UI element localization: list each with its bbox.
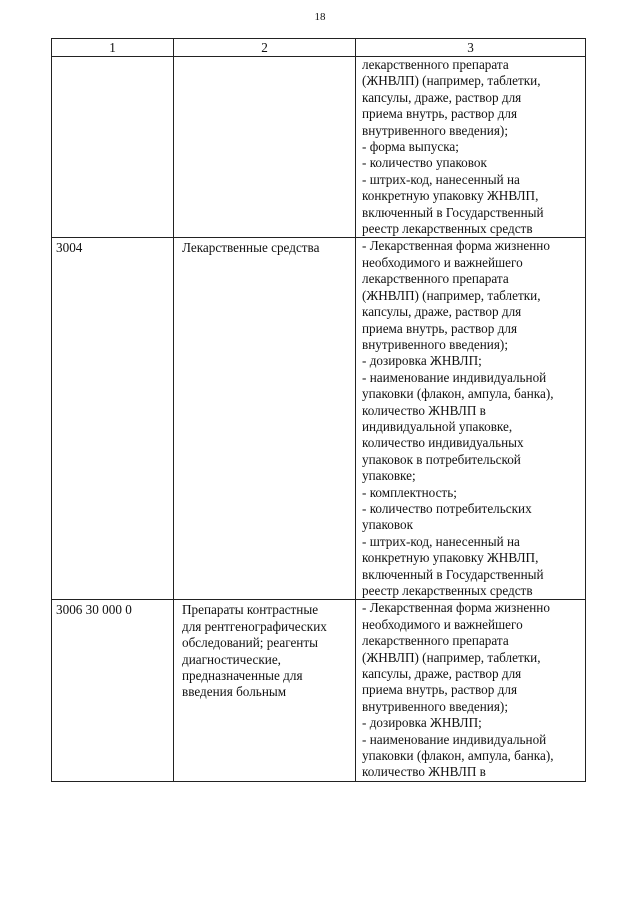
description-line: включенный в Государственный [362,566,544,582]
description-line: капсулы, драже, раствор для [362,304,522,320]
name-line: обследований; реагенты [182,635,318,651]
description-line: лекарственного препарата [362,57,509,72]
description-line: реестр лекарственных средств [362,583,533,598]
description-line: (ЖНВЛП) (например, таблетки, [362,287,541,303]
description-line: необходимого и важнейшего [362,616,523,632]
cell-code: 3006 30 000 0 [52,600,174,781]
table-row [52,600,586,781]
description-line: капсулы, драже, раствор для [362,666,522,682]
description-line: количество ЖНВЛП в [362,764,486,780]
description-line: - штрих-код, нанесенный на [362,533,520,549]
name-line: для рентгенографических [182,618,327,634]
description-line: упаковок [362,517,413,533]
description-line: внутривенного введения); [362,698,508,714]
table-header-row [52,39,586,57]
description-line: - дозировка ЖНВЛП; [362,715,482,731]
table-row [52,57,586,238]
description-line: упаковке; [362,468,416,484]
cell-name [174,238,356,600]
description-line: конкретную упаковку ЖНВЛП, [362,550,539,566]
description-line: - количество потребительских [362,500,532,516]
name-line: Препараты контрастные [182,602,319,618]
description-line: количество индивидуальных [362,435,524,451]
description-line: - дозировка ЖНВЛП; [362,353,482,369]
description-line: - Лекарственная форма жизненно [362,600,550,616]
description-line: приема внутрь, раствор для [362,106,518,122]
description-line: включенный в Государственный [362,204,544,220]
name-line: диагностические, [182,651,281,667]
cell-name [174,57,356,238]
column-header-3: 3 [356,39,586,57]
description-line: - наименование индивидуальной [362,731,547,747]
description-line: приема внутрь, раствор для [362,320,518,336]
column-header-1: 1 [52,39,174,57]
table-body [52,57,586,782]
description-line: - количество упаковок [362,155,487,171]
name-line: Лекарственные средства [182,240,320,256]
description-line: количество ЖНВЛП в [362,402,486,418]
description-line: (ЖНВЛП) (например, таблетки, [362,649,541,665]
description-line: внутривенного введения); [362,336,508,352]
description-line: индивидуальной упаковке, [362,418,513,434]
description-line: капсулы, драже, раствор для [362,89,522,105]
cell-code: 3004 [52,238,174,600]
cell-description [356,600,586,781]
page-number: 18 [314,11,326,23]
cell-description [356,238,586,600]
description-line: лекарственного препарата [362,271,509,287]
description-line: необходимого и важнейшего [362,254,523,270]
cell-name [174,600,356,781]
description-line: лекарственного препарата [362,633,509,649]
description-line: упаковки (флакон, ампула, банка), [362,386,554,402]
description-line: упаковок в потребительской [362,451,521,467]
description-line: приема внутрь, раствор для [362,682,518,698]
description-line: (ЖНВЛП) (например, таблетки, [362,73,541,89]
description-line: - штрих-код, нанесенный на [362,171,520,187]
table-row [52,238,586,600]
description-line: - Лекарственная форма жизненно [362,238,550,254]
description-line: упаковки (флакон, ампула, банка), [362,748,554,764]
description-line: - комплектность; [362,484,457,500]
description-line: - форма выпуска; [362,139,459,155]
name-line: введения больным [182,684,287,700]
description-line: конкретную упаковку ЖНВЛП, [362,188,539,204]
column-header-2: 2 [174,39,356,57]
cell-description [356,57,586,238]
description-line: реестр лекарственных средств [362,221,533,237]
cell-code [52,57,174,238]
description-line: - наименование индивидуальной [362,369,547,385]
document-table [51,38,586,782]
description-line: внутривенного введения); [362,122,508,138]
name-line: предназначенные для [182,668,303,684]
